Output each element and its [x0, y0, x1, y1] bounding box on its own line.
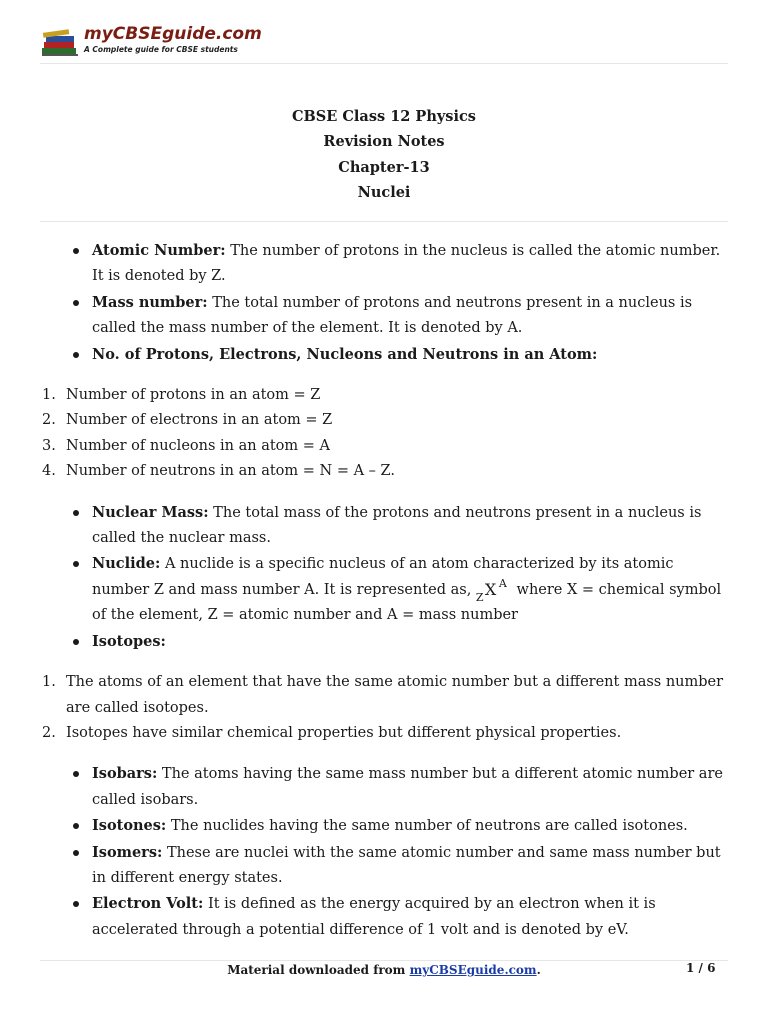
- title-divider: [40, 221, 728, 222]
- isotopes-list: [40, 670, 730, 746]
- page-number: 1 / 6: [686, 961, 716, 975]
- list-item: Isomers: These are nuclei with the same atomic number and same mass number but in different energy states.: [92, 840, 730, 892]
- footer-note: Material downloaded from myCBSEguide.com.: [227, 963, 541, 977]
- list-item: Isobars: The atoms having the same mass number but a different atomic number are called isobars.: [92, 761, 730, 813]
- doc-title-line3: Chapter-13: [338, 159, 430, 176]
- list-item: 4. Number of neutrons in an atom = N = A – Z.: [42, 463, 395, 480]
- list-item: No. of Protons, Electrons, Nucleons and Neutrons in an Atom:: [92, 342, 730, 368]
- site-tagline: A Complete guide for CBSE students: [84, 45, 238, 54]
- doc-title-line2: Revision Notes: [323, 133, 445, 150]
- list-item: Atomic Number: The number of protons in the nucleus is called the atomic number. It is denoted by Z.: [92, 238, 730, 290]
- list-item: Nuclear Mass: The total mass of the protons and neutrons present in a nucleus is called the nuclear mass.: [92, 500, 730, 552]
- doc-title-line4: Nuclei: [357, 184, 411, 201]
- site-header: [40, 26, 300, 62]
- list-item: Mass number: The total number of protons and neutrons present in a nucleus is called the mass number of the element. It is denoted by A.: [92, 290, 730, 342]
- notes-content: [40, 238, 730, 943]
- list-item: 1. Number of protons in an atom = Z: [42, 387, 321, 404]
- list-item: 3. Number of nucleons in an atom = A: [42, 437, 330, 454]
- definitions-list-1: [40, 238, 730, 368]
- list-item: Isotopes:: [92, 629, 730, 655]
- footer-site-link[interactable]: myCBSEguide.com: [409, 963, 537, 977]
- list-item: 2. Isotopes have similar chemical properties but different physical properties.: [42, 724, 622, 741]
- site-logo-text[interactable]: myCBSEguide.com: [84, 24, 262, 44]
- books-logo-icon: [40, 28, 80, 58]
- definitions-list-2: [40, 500, 730, 655]
- nuclide-symbol: Z X A: [475, 576, 507, 604]
- atom-counts-list: [40, 383, 730, 485]
- list-item: 1. The atoms of an element that have the same atomic number but a different mass number are called isotopes.: [42, 674, 724, 716]
- list-item: Isotones: The nuclides having the same number of neutrons are called isotones.: [92, 813, 730, 839]
- footer-divider: [40, 960, 728, 961]
- list-item: Electron Volt: It is defined as the energy acquired by an electron when it is accelerated through a potential difference of 1 volt and is denoted by eV.: [92, 891, 730, 943]
- definitions-list-3: [40, 761, 730, 943]
- doc-title-line1: CBSE Class 12 Physics: [292, 108, 476, 125]
- list-item: Nuclide: A nuclide is a specific nucleus of an atom characterized by its atomic number Z and mass number A. It is represented as, Z X A where X = chemical symbol of the element, Z = atomic number and A = mass number: [92, 551, 730, 628]
- header-divider: [40, 63, 728, 64]
- list-item: 2. Number of electrons in an atom = Z: [42, 412, 333, 429]
